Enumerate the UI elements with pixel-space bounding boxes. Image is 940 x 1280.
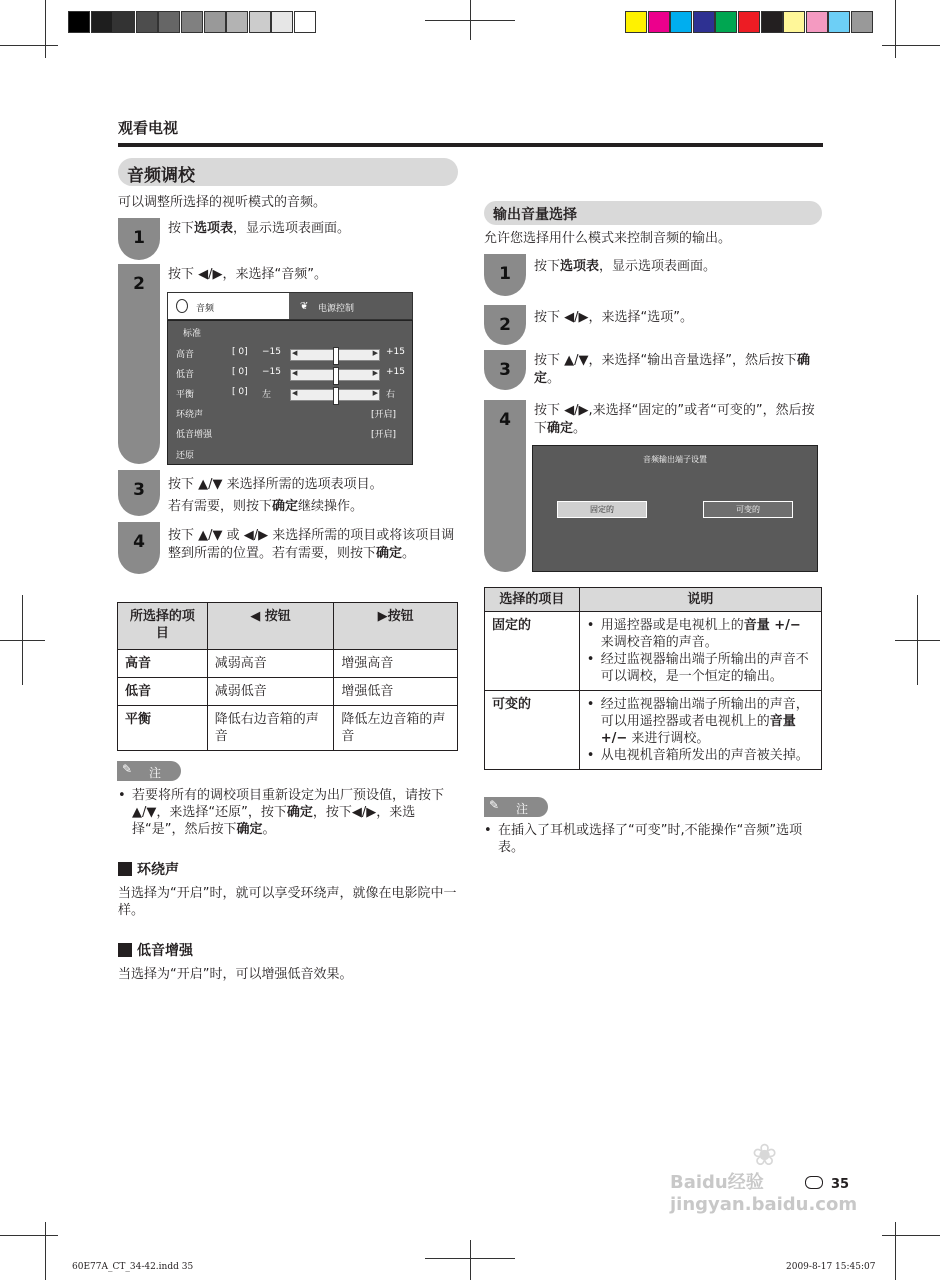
table-header: 说明 [579, 588, 821, 612]
table-row [118, 650, 458, 678]
bass-heading [118, 940, 193, 960]
table-cell [579, 612, 821, 691]
note-badge-left [117, 761, 181, 781]
table-cell: 固定的 [485, 612, 580, 691]
slider-track[interactable] [290, 349, 380, 361]
slider-knob[interactable] [333, 367, 339, 385]
audio-menu-screen [167, 320, 413, 465]
step-number: 3 [133, 480, 145, 500]
color-swatch [693, 11, 715, 33]
right-step-4-text: 按下 ◀/▶,来选择“固定的”或者“可变的”，然后按下确定。 [534, 403, 815, 436]
page-number-text: 35 [831, 1177, 850, 1192]
step-marker-3 [118, 470, 160, 516]
output-mode-table [484, 587, 822, 770]
slider-max: +15 [386, 347, 405, 357]
bullet-item: • 从电视机音箱所发出的声音被关掉。 [586, 748, 809, 763]
step-marker-r3 [484, 350, 526, 390]
table-cell: 低音 [118, 678, 208, 706]
step-number: 2 [133, 274, 145, 294]
fixed-option-button[interactable] [557, 501, 647, 518]
left-step-1-text: 按下选项表，显示选项表画面。 [168, 221, 351, 236]
audio-adjust-title: 音频调校 [127, 166, 195, 186]
output-screen-title: 音频输出端子设置 [643, 455, 707, 464]
table-cell [579, 691, 821, 770]
table-cell: 可变的 [485, 691, 580, 770]
gray-swatch [68, 11, 90, 33]
color-swatch [625, 11, 647, 33]
variable-option-button[interactable] [703, 501, 793, 518]
color-swatch [851, 11, 873, 33]
audio-button-table [117, 602, 458, 751]
color-swatch [761, 11, 783, 33]
table-row [485, 691, 822, 770]
bass-text: 当选择为“开启”时，可以增强低音效果。 [118, 967, 353, 982]
gray-swatch [204, 11, 226, 33]
watermark-text: Baidu经验 jingyan.baidu.com [670, 1172, 858, 1215]
output-setting-screen [532, 445, 818, 572]
tab-power[interactable] [290, 293, 412, 319]
color-swatch [828, 11, 850, 33]
left-arrow-icon: ◀ [292, 389, 298, 397]
surround-value: [开启] [371, 410, 397, 420]
left-arrow-icon: ◀ [292, 349, 298, 357]
bass-value: [开启] [371, 430, 397, 440]
paw-icon: ❀ [752, 1138, 778, 1173]
left-step-3-subtext: 若有需要，则按下确定继续操作。 [168, 499, 364, 514]
surround-title: 环绕声 [137, 862, 179, 878]
square-bullet-icon [118, 943, 132, 957]
table-cell: 降低右边音箱的声音 [207, 706, 334, 751]
table-cell: 减弱高音 [207, 650, 334, 678]
right-arrow-icon: ▶ [372, 369, 378, 377]
step-marker-r2 [484, 305, 526, 345]
left-step-3-text: 按下 ▲/▼ 来选择所需的选项表项目。 [168, 477, 383, 492]
menu-slider-row[interactable] [168, 387, 412, 403]
table-header: 所选择的项目 [118, 603, 208, 650]
slider-value: [ 0] [232, 387, 248, 397]
table-row [485, 612, 822, 691]
menu-item-bass[interactable]: 低音增强 [176, 430, 213, 440]
table-cell: 高音 [118, 650, 208, 678]
audio-adjust-intro: 可以调整所选择的视听模式的音频。 [118, 195, 327, 210]
right-arrow-icon: ▶ [372, 389, 378, 397]
slider-knob[interactable] [333, 387, 339, 405]
table-row [118, 678, 458, 706]
step-marker-4 [118, 522, 160, 574]
menu-item-surround[interactable]: 环绕声 [176, 410, 204, 420]
slider-track[interactable] [290, 369, 380, 381]
note-text-right: 在插入了耳机或选择了“可变”时,不能操作“音频”选项表。 [498, 823, 803, 855]
table-cell: 减弱低音 [207, 678, 334, 706]
note-bullet-left: • 若要将所有的调校项目重新设定为出厂预设值，请按下▲/▼，来选择“还原”，按下确定，按下◀/▶，来选择“是”，然后按下确定。 [118, 787, 458, 838]
table-cell: 增强低音 [334, 678, 458, 706]
step-number: 4 [133, 532, 145, 552]
table-header: 选择的项目 [485, 588, 580, 612]
bass-title: 低音增强 [137, 943, 193, 959]
color-swatch [783, 11, 805, 33]
menu-item-reset[interactable]: 还原 [176, 451, 195, 461]
table-cell: 平衡 [118, 706, 208, 751]
table-header: ▶按钮 [334, 603, 458, 650]
color-swatch [806, 11, 828, 33]
output-volume-intro: 允许您选择用什么模式来控制音频的输出。 [484, 231, 732, 246]
paperclip-icon: ✎ [122, 762, 133, 776]
tab-power-label: 电源控制 [318, 304, 355, 314]
gray-swatch [91, 11, 113, 33]
gray-swatch [226, 11, 248, 33]
gray-swatch [113, 11, 135, 33]
slider-value: [ 0] [232, 347, 248, 357]
slider-max: +15 [386, 367, 405, 377]
color-swatch [670, 11, 692, 33]
slider-min: 左 [262, 390, 272, 400]
right-step-2-text: 按下 ◀/▶，来选择“选项”。 [534, 310, 693, 325]
step-number: 2 [499, 315, 511, 335]
slider-min: −15 [262, 367, 281, 377]
color-swatch [648, 11, 670, 33]
table-cell: 增强高音 [334, 650, 458, 678]
output-volume-title: 输出音量选择 [493, 207, 577, 223]
note-bullet-right: • 在插入了耳机或选择了“可变”时,不能操作“音频”选项表。 [484, 822, 824, 856]
right-step-3-text: 按下 ▲/▼，来选择“输出音量选择”，然后按下确定。 [534, 353, 810, 386]
output-volume-heading [484, 201, 822, 225]
audio-adjust-heading [118, 158, 458, 186]
menu-slider-row[interactable] [168, 347, 412, 363]
slider-max: 右 [386, 390, 396, 400]
note-text-left: 若要将所有的调校项目重新设定为出厂预设值，请按下▲/▼，来选择“还原”，按下确定，按下◀/▶，来选择“是”，然后按下确定。 [132, 788, 445, 837]
color-swatch [715, 11, 737, 33]
slider-track[interactable] [290, 389, 380, 401]
gray-swatch [271, 11, 293, 33]
slider-min: −15 [262, 347, 281, 357]
note-badge-right [484, 797, 548, 817]
step-number: 4 [499, 410, 511, 430]
baidu-watermark [670, 1138, 890, 1240]
step-marker-r4 [484, 400, 526, 572]
paperclip-icon: ✎ [489, 798, 500, 812]
step-marker-2 [118, 264, 160, 464]
page-number [805, 1176, 849, 1192]
step-number: 3 [499, 360, 511, 380]
left-step-2-text: 按下 ◀/▶，来选择“音频”。 [168, 267, 327, 282]
table-row [118, 706, 458, 751]
footer-timestamp: 2009-8-17 15:45:07 [786, 1262, 876, 1272]
leaf-icon: ❦ [300, 301, 309, 312]
left-step-4-text: 按下 ▲/▼ 或 ◀/▶ 来选择所需的项目或将该项目调整到所需的位置。若有需要，则按下确定。 [168, 528, 455, 561]
step-number: 1 [499, 264, 511, 284]
gray-swatch [294, 11, 316, 33]
fixed-option-label: 固定的 [590, 505, 614, 514]
slider-label: 低音 [176, 370, 195, 380]
slider-knob[interactable] [333, 347, 339, 365]
table-header: ◀ 按钮 [207, 603, 334, 650]
gray-swatch [181, 11, 203, 33]
left-arrow-icon: ◀ [292, 369, 298, 377]
step-marker-1 [118, 218, 160, 260]
slider-label: 高音 [176, 350, 195, 360]
gray-swatch [249, 11, 271, 33]
note-label: 注 [149, 766, 162, 780]
square-bullet-icon [118, 862, 132, 876]
slider-label: 平衡 [176, 390, 195, 400]
bullet-item: • 用遥控器或是电视机上的音量 +/− 来调校音箱的声音。 [586, 618, 801, 650]
slider-value: [ 0] [232, 367, 248, 377]
surround-heading [118, 859, 179, 879]
bullet-item: • 经过监视器输出端子所输出的声音，可以用遥控器或者电视机上的音量 +/− 来进行调校。 [586, 697, 809, 746]
surround-text: 当选择为“开启”时，就可以享受环绕声，就像在电影院中一样。 [118, 886, 457, 918]
color-swatch [738, 11, 760, 33]
step-number: 1 [133, 228, 145, 248]
menu-tabbar [167, 292, 413, 320]
right-step-1-text: 按下选项表，显示选项表画面。 [534, 259, 717, 274]
gray-swatch [158, 11, 180, 33]
right-arrow-icon: ▶ [372, 349, 378, 357]
step-marker-r1 [484, 254, 526, 296]
audio-mode-label: 标准 [183, 329, 202, 339]
language-badge-icon [805, 1176, 823, 1189]
note-label: 注 [516, 802, 529, 816]
section-title: 观看电视 [118, 119, 179, 137]
speaker-icon [176, 299, 188, 313]
footer-file-info: 60E77A_CT_34-42.indd 35 [72, 1262, 194, 1272]
gray-swatch [136, 11, 158, 33]
tab-audio-label: 音频 [196, 304, 215, 314]
bullet-item: • 经过监视器输出端子所输出的声音不可以调校，是一个恒定的输出。 [586, 652, 809, 684]
variable-option-label: 可变的 [736, 505, 760, 514]
section-rule [118, 143, 823, 147]
tab-audio[interactable] [168, 293, 289, 319]
menu-slider-row[interactable] [168, 367, 412, 383]
table-cell: 降低左边音箱的声音 [334, 706, 458, 751]
